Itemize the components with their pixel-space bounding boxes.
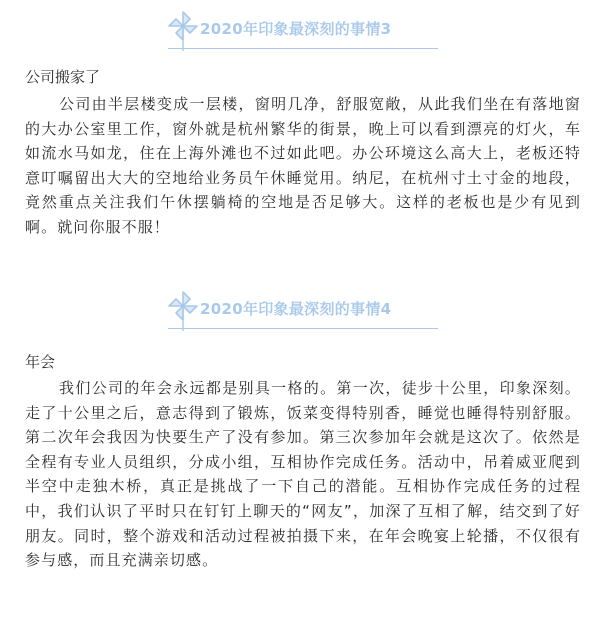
section-body: 公司由半层楼变成一层楼，窗明几净，舒服宽敞，从此我们坐在有落地窗的大办公室里工作，窗外就是杭州繁华的街景，晚上可以看到漂亮的灯火，车如流水马如龙，住在上海外滩也不过如此吧。办公环境这么高大上，老板还特意叮嘱留出大大的空地给业务员午休睡觉用。纳尼，在杭州寸土寸金的地段，竟然重点关注我们午休摆躺椅的空地是否足够大。这样的老板也是少有见到啊。就问你服不服！ [25,95,581,236]
pinwheel-icon [168,8,198,52]
section-header-title: 2020年印象最深刻的事情4 [200,300,392,318]
section-header-inner [168,288,438,332]
section-header-inner [168,8,438,52]
section-title: 年会 [25,353,56,371]
section-header-underline [168,48,438,49]
section-header-4 [0,288,604,332]
section-header-title: 2020年印象最深刻的事情3 [200,20,392,38]
section-header-underline [168,328,438,329]
section-title: 公司搬家了 [25,68,101,86]
pinwheel-icon [168,288,198,332]
section-header-3 [0,8,604,52]
section-body: 我们公司的年会永远都是别具一格的。第一次，徒步十公里，印象深刻。走了十公里之后，意志得到了锻炼，饭菜变得特别香，睡觉也睡得特别舒服。第二次年会我因为快要生产了没有参加。第三次参加年会就是这次了。依然是全程有专业人员组织，分成小组，互相协作完成任务。活动中，吊着威亚爬到半空中走独木桥，真正是挑战了一下自己的潜能。互相协作完成任务的过程中，我们认识了平时只在钉钉上聊天的“网友”，加深了互相了解，结交到了好朋友。同时，整个游戏和活动过程被拍摄下来，在年会晚宴上轮播，不仅很有参与感，而且充满亲切感。 [25,379,581,570]
